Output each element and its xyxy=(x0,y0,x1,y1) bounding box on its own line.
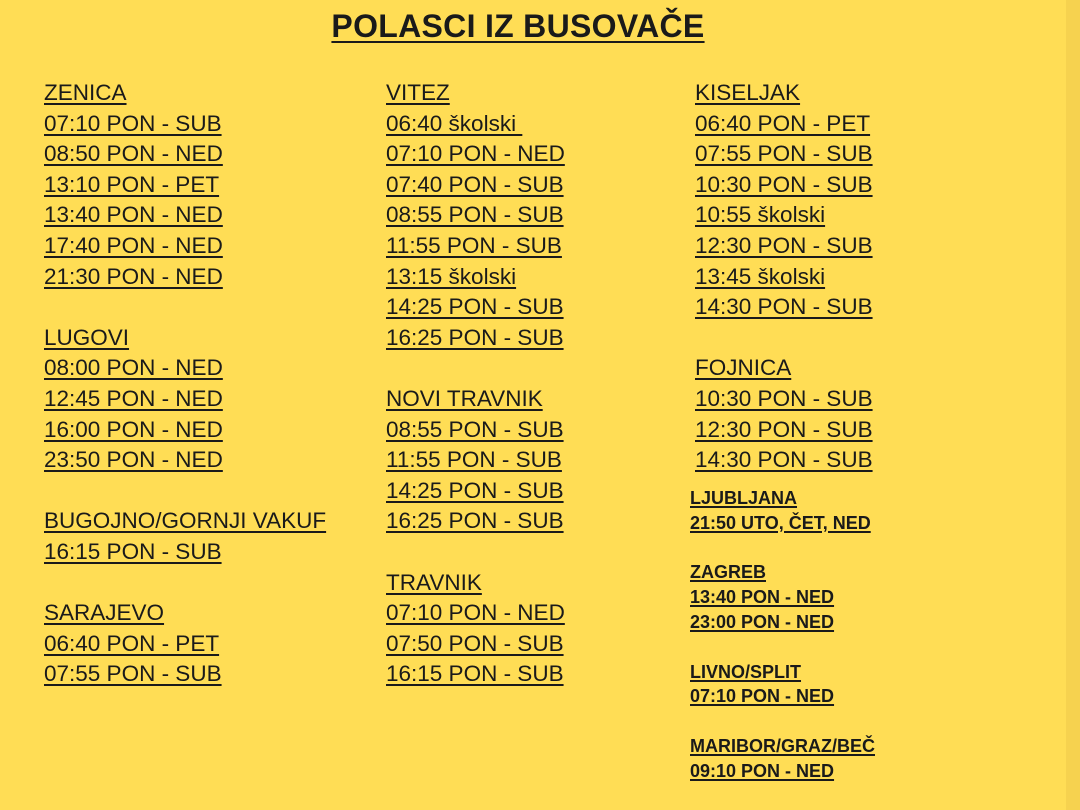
departure-time: 23:50 PON - NED xyxy=(44,447,223,473)
route-group-lugovi xyxy=(44,323,326,476)
route-group-kiseljak xyxy=(695,78,873,323)
route-heading: LIVNO/SPLIT xyxy=(690,661,802,682)
departure-time: 07:10 PON - NED xyxy=(386,141,565,167)
departure-time: 12:30 PON - SUB xyxy=(695,232,873,258)
departure-time: 07:40 PON - SUB xyxy=(386,171,564,197)
departure-time: 13:40 PON - NED xyxy=(690,587,835,608)
departure-time: 09:10 PON - NED xyxy=(690,760,835,781)
route-heading: ZAGREB xyxy=(690,562,766,583)
route-group-sarajevo xyxy=(44,598,326,690)
departure-time: 14:30 PON - SUB xyxy=(695,294,873,320)
route-group-novi-travnik xyxy=(386,384,565,537)
column-1 xyxy=(44,78,326,690)
departure-time: 07:50 PON - SUB xyxy=(386,630,564,656)
departure-time: 14:25 PON - SUB xyxy=(386,477,564,503)
route-group-vitez xyxy=(386,78,565,353)
column-2 xyxy=(386,78,565,690)
departure-time: 08:55 PON - SUB xyxy=(386,202,564,228)
departure-time: 17:40 PON - NED xyxy=(44,232,223,258)
route-group-ljubljana xyxy=(690,486,875,536)
departure-time: 12:30 PON - SUB xyxy=(695,416,873,442)
departure-time: 14:30 PON - SUB xyxy=(695,447,873,473)
route-heading: NOVI TRAVNIK xyxy=(386,385,543,411)
route-group-travnik xyxy=(386,568,565,690)
route-heading: TRAVNIK xyxy=(386,569,482,595)
route-heading: KISELJAK xyxy=(695,80,801,105)
departure-time: 16:25 PON - SUB xyxy=(386,508,564,534)
route-heading: FOJNICA xyxy=(695,355,792,381)
departure-time: 07:10 PON - SUB xyxy=(44,110,222,136)
page-right-edge xyxy=(1066,0,1080,810)
departure-time: 06:40 školski xyxy=(386,110,523,136)
route-heading: MARIBOR/GRAZ/BEČ xyxy=(690,735,875,756)
departure-time: 06:40 PON - PET xyxy=(44,630,220,656)
route-group-maribor-graz-bec xyxy=(690,734,875,784)
departure-time: 21:50 UTO, ČET, NED xyxy=(690,512,871,533)
international-routes xyxy=(690,486,875,784)
departure-time: 12:45 PON - NED xyxy=(44,385,223,411)
departure-time: 07:55 PON - SUB xyxy=(695,141,873,167)
route-group-fojnica xyxy=(695,353,873,475)
departure-time: 13:10 PON - PET xyxy=(44,171,220,197)
departure-time: 10:30 PON - SUB xyxy=(695,171,873,197)
route-heading: BUGOJNO/GORNJI VAKUF xyxy=(44,508,327,534)
page-title: POLASCI IZ BUSOVAČE xyxy=(331,8,705,44)
departure-time: 23:00 PON - NED xyxy=(690,611,835,632)
departure-time: 06:40 PON - PET xyxy=(695,110,871,136)
departure-time: 10:30 PON - SUB xyxy=(695,385,873,411)
departure-time: 13:15 školski xyxy=(386,263,517,289)
departure-time: 07:10 PON - NED xyxy=(386,600,565,626)
departure-time: 08:50 PON - NED xyxy=(44,141,223,167)
departure-time: 07:55 PON - SUB xyxy=(44,661,222,687)
route-heading: ZENICA xyxy=(44,80,127,105)
departure-time: 13:45 školski xyxy=(695,263,826,289)
departure-time: 13:40 PON - NED xyxy=(44,202,223,228)
route-heading: LJUBLJANA xyxy=(690,488,798,508)
departure-time: 14:25 PON - SUB xyxy=(386,294,564,320)
departure-time: 16:15 PON - SUB xyxy=(386,661,564,687)
departure-time: 08:00 PON - NED xyxy=(44,355,223,381)
departure-time: 16:00 PON - NED xyxy=(44,416,223,442)
route-heading: LUGOVI xyxy=(44,324,130,350)
route-group-zagreb xyxy=(690,560,875,634)
departure-time: 07:10 PON - NED xyxy=(690,686,835,707)
route-heading: VITEZ xyxy=(386,80,450,105)
departure-time: 08:55 PON - SUB xyxy=(386,416,564,442)
column-3 xyxy=(695,78,873,476)
departure-time: 11:55 PON - SUB xyxy=(386,447,562,473)
route-group-livno-split xyxy=(690,660,875,710)
departure-time: 16:25 PON - SUB xyxy=(386,324,564,350)
route-group-zenica xyxy=(44,78,326,292)
route-group-bugojno xyxy=(44,506,326,567)
departure-time: 11:55 PON - SUB xyxy=(386,232,562,258)
departure-time: 16:15 PON - SUB xyxy=(44,538,222,564)
route-heading: SARAJEVO xyxy=(44,600,165,626)
departure-time: 21:30 PON - NED xyxy=(44,263,223,289)
departure-time: 10:55 školski xyxy=(695,202,826,228)
